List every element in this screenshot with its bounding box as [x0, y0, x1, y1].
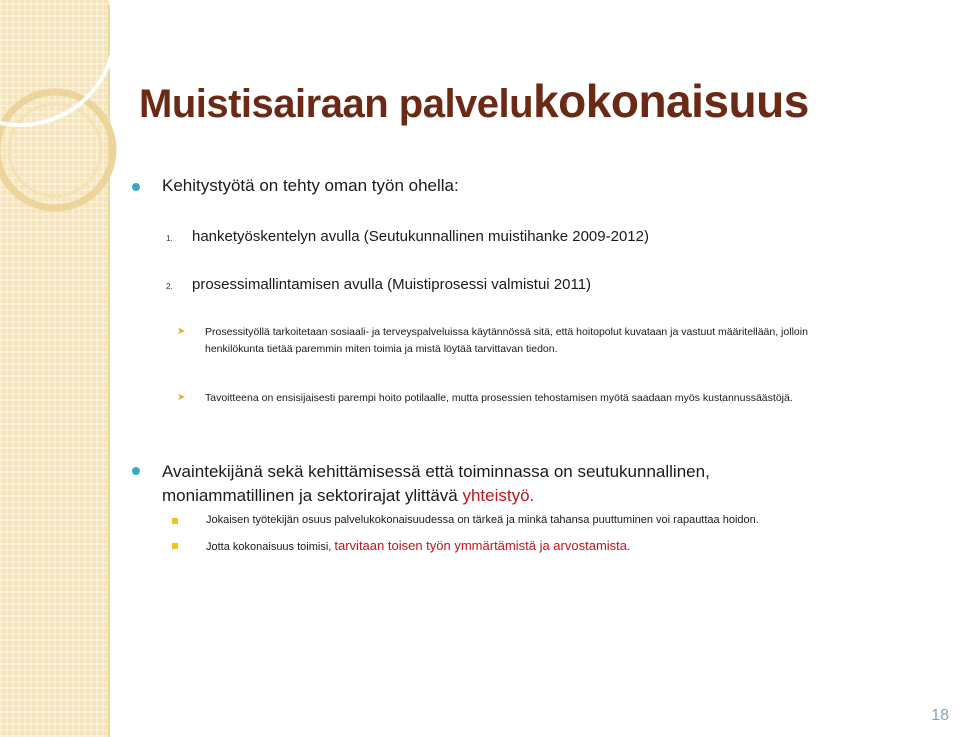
page-number: 18 [931, 707, 949, 724]
arrow-bullet-icon: ➤ [177, 326, 186, 337]
page-title [139, 74, 809, 128]
square-bullet-icon [172, 518, 178, 524]
decorative-circles [0, 0, 140, 240]
square-bullet-icon [172, 543, 178, 549]
sub-item-1 [177, 324, 917, 358]
title-part2: kokonaisuus [533, 75, 809, 127]
section2-sub-item-2 [172, 538, 912, 555]
sub-item-1-line1: Prosessityöllä tarkoitetaan sosiaali- ja terveyspalveluissa käytännössä sitä, että hoitopolut kuvataan ja vastuut määritellään, jolloin [205, 326, 808, 338]
section2-heading [132, 460, 852, 508]
section2-sub-1-text: Jokaisen työtekijän osuus palvelukokonaisuudessa on tärkeä ja minkä tahansa puuttuminen voi rapauttaa hoidon. [206, 514, 759, 526]
section1-heading: Kehitystyötä on tehty oman työn ohella: [162, 176, 459, 195]
section2-line2: moniammatillinen ja sektorirajat ylittävä [162, 486, 463, 505]
sub-item-2 [177, 390, 917, 407]
section1-heading-row [132, 176, 459, 196]
title-part1: Muistisairaan palvelu [139, 82, 534, 126]
numbered-item-1 [166, 228, 649, 245]
numbered-item-text: hanketyöskentelyn avulla (Seutukunnallinen muistihanke 2009-2012) [192, 228, 649, 245]
section2-accent: yhteistyö. [462, 486, 535, 505]
section2-sub-2-text: Jotta kokonaisuus toimisi, [206, 541, 335, 553]
section2-sub-item-1 [172, 514, 912, 526]
arrow-bullet-icon: ➤ [177, 392, 186, 403]
numbered-item-2 [166, 276, 591, 293]
sub-item-2-text: Tavoitteena on ensisijaisesti parempi hoito potilaalle, mutta prosessien tehostamisen myötä saadaan myös kustannussäästöjä. [205, 392, 793, 404]
item-number: 2. [166, 282, 173, 291]
bullet-dot-icon [132, 467, 140, 475]
section2-sub-2-accent: tarvitaan toisen työn ymmärtämistä ja arvostamista. [334, 538, 631, 553]
numbered-item-text: prosessimallintamisen avulla (Muistiprosessi valmistui 2011) [192, 276, 592, 293]
bullet-dot-icon [132, 183, 140, 191]
section2-line1: Avaintekijänä sekä kehittämisessä että toiminnassa on seutukunnallinen, [162, 462, 710, 481]
sub-item-1-line2: henkilökunta tietää paremmin miten toimia ja mistä löytää tarvittavan tiedon. [205, 343, 558, 355]
item-number: 1. [166, 234, 173, 243]
